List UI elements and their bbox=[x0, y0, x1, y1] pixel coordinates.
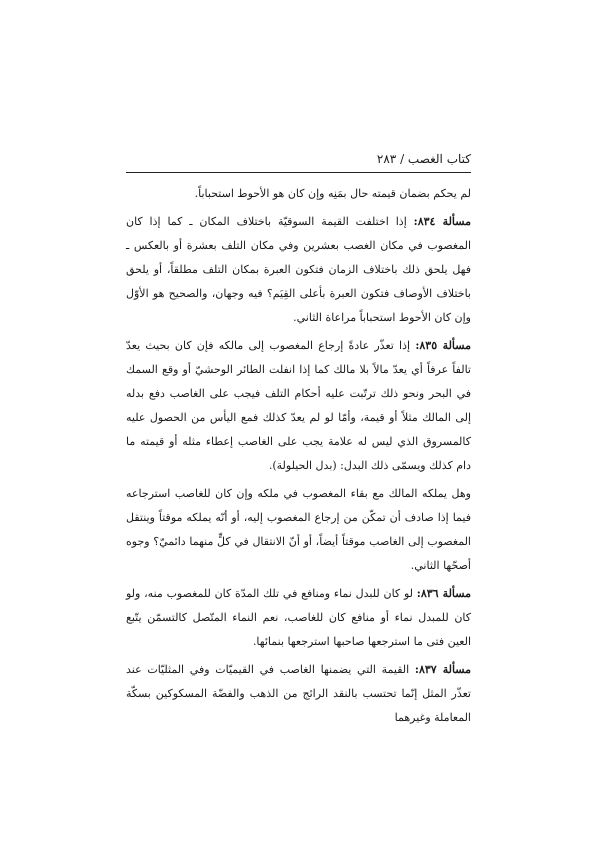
paragraph bbox=[126, 210, 471, 330]
paragraph-text: إذا اختلفت القيمة السوقيّة باختلاف المكان ـ كما إذا كان المغصوب في مكان الغصب بعشرين وفي مكان التلف بعشرة أو بالعكس ـ فهل يلحق ذلك باختلاف الزمان فتكون العبرة بمكان التلف مطلقاً، أو يلحق باختلاف الأوصاف فتكون العبرة بأعلى القِيَم؟ فيه وجهان، والصحيح هو الأوّل وإن كان الأحوط استحباباً مراعاة الثاني. bbox=[126, 215, 471, 324]
paragraph bbox=[126, 334, 471, 478]
paragraph-text: لم يحكم بضمان قيمته حال بمَنِه وإن كان هو الأحوط استحباباً. bbox=[194, 187, 471, 200]
issue-label: مسألة ٨٣٥: bbox=[415, 339, 471, 352]
issue-label: مسألة ٨٣٧: bbox=[414, 663, 472, 676]
paragraph bbox=[126, 482, 471, 578]
issue-label: مسألة ٨٣٦: bbox=[416, 587, 471, 600]
paragraph bbox=[126, 658, 471, 730]
paragraph-text: لو كان للبدل نماء ومنافع في تلك المدّة كان للمغصوب منه، ولو كان للمبدل نماء أو منافع كان للغاصب، نعم النماء المتّصل كالتسمّن يتّبع العين فتى ما استرجعها صاحبها استرجعها بنمائها. bbox=[126, 587, 471, 648]
paragraph bbox=[126, 182, 471, 206]
header-rule bbox=[126, 172, 471, 173]
paragraph-text: إذا تعذّر عادةً إرجاع المغصوب إلى مالكه فإن كان بحيث يعدّ تالفاً عرفاً أي يعدّ مالاً بلا مالك كما إذا انفلت الطائر الوحشيّ أو وقع السمك في البحر ونحو ذلك ترتّبت عليه أحكام التلف فيجب على الغاصب دفع بدله إلى المالك مثلاً أو قيمة، وأمّا لو لم يعدّ كذلك فمع اليأس من الحصول عليه كالمسروق الذي ليس له علامة يجب على الغاصب إعطاء مثله أو قيمته ما دام كذلك ويسمّى ذلك البدل: (بدل الحيلولة). bbox=[126, 339, 471, 472]
paragraph-text: وهل يملكه المالك مع بقاء المغصوب في ملكه وإن كان للغاصب استرجاعه فيما إذا صادف أن تمكّن من إرجاع المغصوب إليه، أو أنّه يملكه موقتاً وينتقل المغصوب إلى الغاصب موقتاً أيضاً، أو أنّ الانتقال في كلٍّ منهما دائميّ؟ وجوه أصحّها الثاني. bbox=[126, 487, 471, 572]
issue-label: مسألة ٨٣٤: bbox=[413, 215, 471, 228]
running-header: كتاب الغصب / ٢٨٣ bbox=[376, 152, 471, 166]
paragraph bbox=[126, 582, 471, 654]
body-text bbox=[126, 182, 471, 730]
paragraph-text: القيمة التي يضمنها الغاصب في القيميّات وفي المثليّات عند تعذّر المثل إنّما تحتسب بالنقد الرائج من الذهب والفضّة المسكوكين بسكّة المعاملة وغيرهما bbox=[126, 663, 471, 724]
